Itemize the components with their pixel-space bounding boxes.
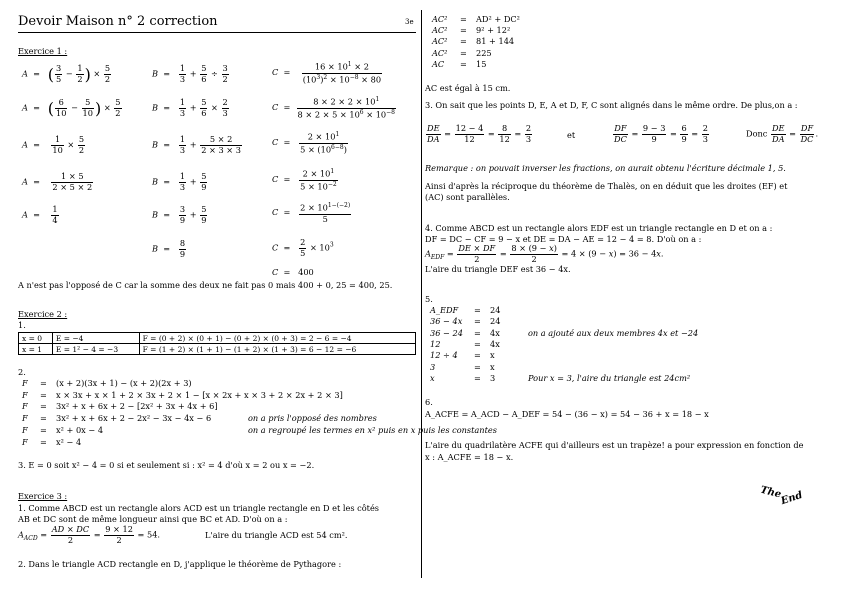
- solve-line-rhs: x: [490, 350, 495, 361]
- solve-line-lhs: x: [430, 372, 435, 383]
- solve-line-comment: on a ajouté aux deux membres 4x et −24: [528, 327, 699, 338]
- ex2-line-rhs: x × 3x + x × 1 + 2 × 3x + 2 × 1 − [x × 2x + x × 3 + 2 × 2x + 2 × 3]: [56, 389, 343, 400]
- pyth-line-equals: =: [460, 14, 467, 24]
- solve-line-equals: =: [474, 327, 481, 338]
- ratio-df-dc: $\frac{DF}{DC}$ = $\frac{9 - 3}{9}$ = $\frac{6}{9}$ = $\frac{2}{3}$: [614, 123, 708, 144]
- ex2-line-rhs: x² + 0x − 4: [56, 424, 104, 435]
- table-cell: x = 1: [19, 344, 53, 355]
- solve-line-equals: =: [474, 361, 481, 372]
- pyth-line-rhs: 81 + 144: [476, 36, 515, 47]
- ratio-et: et: [567, 130, 576, 140]
- pyth-line-lhs: AC²: [432, 36, 448, 47]
- ex2-part2-label: 2.: [18, 367, 26, 377]
- solve-line-equals: =: [474, 350, 481, 361]
- right-p6b: L'aire du quadrilatère ACFE qui d'ailleurs est un trapèze! a pour expression en fonction de: [425, 440, 804, 450]
- pyth-line-equals: =: [460, 47, 467, 58]
- pyth-line-lhs: AC²: [432, 47, 448, 58]
- solve-line-lhs: 36 − 24: [430, 327, 463, 338]
- thales-line-2: (AC) sont parallèles.: [425, 192, 510, 202]
- solve-line-lhs: 3: [430, 361, 436, 372]
- table-row: [19, 333, 416, 344]
- ex2-line-comment: on a regroupé les termes en x² puis en x puis les constantes: [248, 424, 497, 435]
- ex2-line-rhs: (x + 2)(3x + 1) − (x + 2)(2x + 3): [56, 378, 192, 388]
- ex1-b-line-1: B = $\frac{1}{3}$ + $\frac{5}{6}$ ÷ $\frac{3}{2}$: [152, 63, 228, 84]
- ex2-line-comment: on a pris l'opposé des nombres: [248, 413, 377, 424]
- solve-line-lhs: 12: [430, 338, 441, 349]
- ex1-c-line-6: C = $\frac{2}{5}$ × $10^3$: [272, 237, 334, 258]
- solve-line-lhs: 12 ÷ 4: [430, 350, 458, 361]
- solve-line-comment: Pour x = 3, l'aire du triangle est 24cm²: [528, 372, 691, 383]
- pyth-line-rhs: AD² + DC²: [476, 14, 520, 24]
- ex1-c-line-1: C = $\frac{16 \times 10^1 \times 2}{(10^3)^2 \times 10^{-8} \times 80}$: [272, 61, 382, 85]
- table-row: [19, 344, 416, 355]
- ex2-part3: 3. E = 0 soit x² − 4 = 0 si et seulement si : x² = 4 d'où x = 2 ou x = −2.: [18, 460, 315, 470]
- grade-label: 3e: [405, 18, 414, 26]
- solve-line-equals: =: [474, 338, 481, 349]
- thales-line-1: Ainsi d'après la réciproque du théorème de Thalès, on en déduit que les droites (EF) et: [425, 181, 788, 191]
- pyth-line-rhs: 225: [476, 47, 492, 58]
- ex1-b-line-6: B = $\frac{8}{9}$: [152, 238, 186, 259]
- right-p4c: $A_{EDF}$ = $\frac{DE \times DF}{2}$ = $\frac{8 \times (9 - x)}{2}$ = 4 × (9 − x) = 36 − 4x.: [425, 243, 664, 264]
- the-end-word-1: The: [759, 484, 783, 501]
- ex2-line-rhs: x² − 4: [56, 436, 82, 447]
- pyth-line-equals: =: [460, 58, 467, 69]
- ex2-line-equals: =: [40, 389, 47, 400]
- right-p6c: x : A_ACFE = 18 − x.: [425, 452, 514, 462]
- right-p6a: A_ACFE = A_ACD − A_DEF = 54 − (36 − x) = 54 − 36 + x = 18 − x: [425, 409, 709, 419]
- ex1-a-line-5: A = $\frac{1}{4}$: [22, 204, 58, 225]
- table-cell: E = −4: [52, 333, 139, 344]
- ex2-line-equals: =: [40, 401, 47, 412]
- column-divider: [421, 10, 422, 578]
- pyth-line-rhs: 9² + 12²: [476, 25, 511, 36]
- ex1-b-line-5: B = $\frac{3}{9}$ + $\frac{5}{9}$: [152, 204, 207, 225]
- ex1-c-line-5: C = $\frac{2 \times 10^{1-(-2)}}{5}$: [272, 202, 351, 224]
- ex2-line-lhs: F: [22, 413, 28, 424]
- ex2-line-equals: =: [40, 413, 47, 424]
- ex2-line-lhs: F: [22, 424, 28, 435]
- ex1-b-line-3: B = $\frac{1}{3}$ + $\frac{5 \times 2}{2 \times 3 \times 3}$: [152, 134, 241, 155]
- solve-line-rhs: 3: [490, 372, 496, 383]
- right-p6: 6.: [425, 397, 433, 407]
- ex3-p1b: AB et DC sont de même longueur ainsi que BC et AD. D'où on a :: [18, 514, 288, 524]
- solve-line-rhs: x: [490, 361, 495, 372]
- table-cell: F = (1 + 2) × (1 + 1) − (1 + 2) × (1 + 3) = 6 − 12 = −6: [139, 344, 415, 355]
- ex3-p2: 2. Dans le triangle ACD rectangle en D, j'applique le théorème de Pythagore :: [18, 559, 342, 569]
- ex2-line-equals: =: [40, 424, 47, 435]
- pyth-line-lhs: AC²: [432, 14, 448, 24]
- ac-result: AC est égal à 15 cm.: [425, 83, 511, 93]
- solve-line-rhs: 4x: [490, 327, 500, 338]
- ex1-a-line-2: A = ( $\frac{6}{10}$ − $\frac{5}{10}$ ) × $\frac{5}{2}$: [22, 97, 121, 118]
- solve-line-equals: =: [474, 372, 481, 383]
- pyth-line-equals: =: [460, 36, 467, 47]
- pyth-line-rhs: 15: [476, 58, 487, 69]
- solve-line-rhs: 24: [490, 316, 501, 327]
- right-p4a: 4. Comme ABCD est un rectangle alors EDF est un triangle rectangle en D et on a :: [425, 223, 773, 233]
- ex1-conclusion: A n'est pas l'opposé de C car la somme des deux ne fait pas 0 mais 400 + 0, 25 = 400, 25.: [18, 280, 393, 290]
- ex2-line-equals: =: [40, 436, 47, 447]
- right-p4b: DF = DC − CF = 9 − x et DE = DA − AE = 12 − 4 = 8. D'où on a :: [425, 234, 702, 244]
- ex3-p1a: 1. Comme ABCD est un rectangle alors ACD est un triangle rectangle en D et les côtés: [18, 503, 379, 513]
- solve-line-equals: =: [474, 305, 481, 315]
- ex2-line-lhs: F: [22, 389, 28, 400]
- ex2-line-rhs: 3x² + x + 6x + 2 − [2x² + 3x + 4x + 6]: [56, 401, 218, 412]
- ex1-a-line-4: A = $\frac{1 \times 5}{2 \times 5 \times 2}$: [22, 171, 93, 192]
- solve-line-rhs: 4x: [490, 338, 500, 349]
- ex1-c-line-7: C = 400: [272, 267, 314, 277]
- ex1-a-line-1: A = ( $\frac{3}{5}$ − $\frac{1}{2}$ ) × $\frac{5}{2}$: [22, 63, 111, 84]
- ratio-conclusion: Donc $\frac{DE}{DA}$ = $\frac{DF}{DC}$ .: [746, 123, 819, 144]
- pyth-line-lhs: AC: [432, 58, 445, 69]
- table-cell: x = 0: [19, 333, 53, 344]
- ratio-de-da: $\frac{DE}{DA}$ = $\frac{12 - 4}{12}$ = $\frac{8}{12}$ = $\frac{2}{3}$: [427, 123, 532, 144]
- table-cell: F = (0 + 2) × (0 + 1) − (0 + 2) × (0 + 3) = 2 − 6 = −4: [139, 333, 415, 344]
- ex2-line-lhs: F: [22, 436, 28, 447]
- ex1-b-line-4: B = $\frac{1}{3}$ + $\frac{5}{9}$: [152, 171, 207, 192]
- ex1-b-line-2: B = $\frac{1}{3}$ + $\frac{5}{6}$ × $\frac{2}{3}$: [152, 97, 228, 118]
- the-end-word-2: End: [779, 489, 804, 508]
- ex1-c-line-4: C = $\frac{2 \times 10^1}{5 \times 10^{-2}}$: [272, 168, 337, 192]
- ex2-heading: Exercice 2 :: [18, 309, 68, 319]
- pyth-line-equals: =: [460, 25, 467, 36]
- ex2-values-table: [18, 332, 416, 355]
- ex2-line-equals: =: [40, 378, 47, 388]
- ex2-line-lhs: F: [22, 378, 28, 388]
- solve-line-rhs: 24: [490, 305, 501, 315]
- pyth-line-lhs: AC²: [432, 25, 448, 36]
- ex1-c-line-3: C = $\frac{2 \times 10^1}{5 \times (10^{6-8})}$: [272, 131, 347, 155]
- ex1-a-line-3: A = $\frac{1}{10}$ × $\frac{5}{2}$: [22, 134, 85, 155]
- page-title: Devoir Maison n° 2 correction: [18, 14, 218, 29]
- solve-line-lhs: 36 − 4x: [430, 316, 463, 327]
- right-p3: 3. On sait que les points D, E, A et D, F, C sont alignés dans le même ordre. De plus,on a :: [425, 100, 798, 110]
- header-rule: [18, 32, 416, 33]
- ex1-c-line-2: C = $\frac{8 \times 2 \times 2 \times 10^1}{8 \times 2 \times 5 \times 10^6 \times 10^{-8}}$: [272, 96, 395, 120]
- ex3-heading: Exercice 3 :: [18, 491, 68, 501]
- ex3-area-formula: $A_{ACD}$ = $\frac{AD \times DC}{2}$ = $\frac{9 \times 12}{2}$ = 54.: [18, 524, 161, 545]
- right-p4d: L'aire du triangle DEF est 36 − 4x.: [425, 264, 571, 274]
- table-cell: E = 1² − 4 = −3: [52, 344, 139, 355]
- ex2-line-rhs: 3x² + x + 6x + 2 − 2x² − 3x − 4x − 6: [56, 413, 212, 424]
- ex2-part1-label: 1.: [18, 320, 26, 330]
- ex3-area-text: L'aire du triangle ACD est 54 cm².: [205, 530, 348, 540]
- solve-line-equals: =: [474, 316, 481, 327]
- ex1-heading: Exercice 1 :: [18, 46, 68, 56]
- solve-line-lhs: A_EDF: [430, 305, 459, 315]
- right-p5: 5.: [425, 294, 433, 304]
- ex2-line-lhs: F: [22, 401, 28, 412]
- remark: Remarque : on pouvait inverser les fractions, on aurait obtenu l'écriture décimale 1, 5.: [425, 163, 786, 173]
